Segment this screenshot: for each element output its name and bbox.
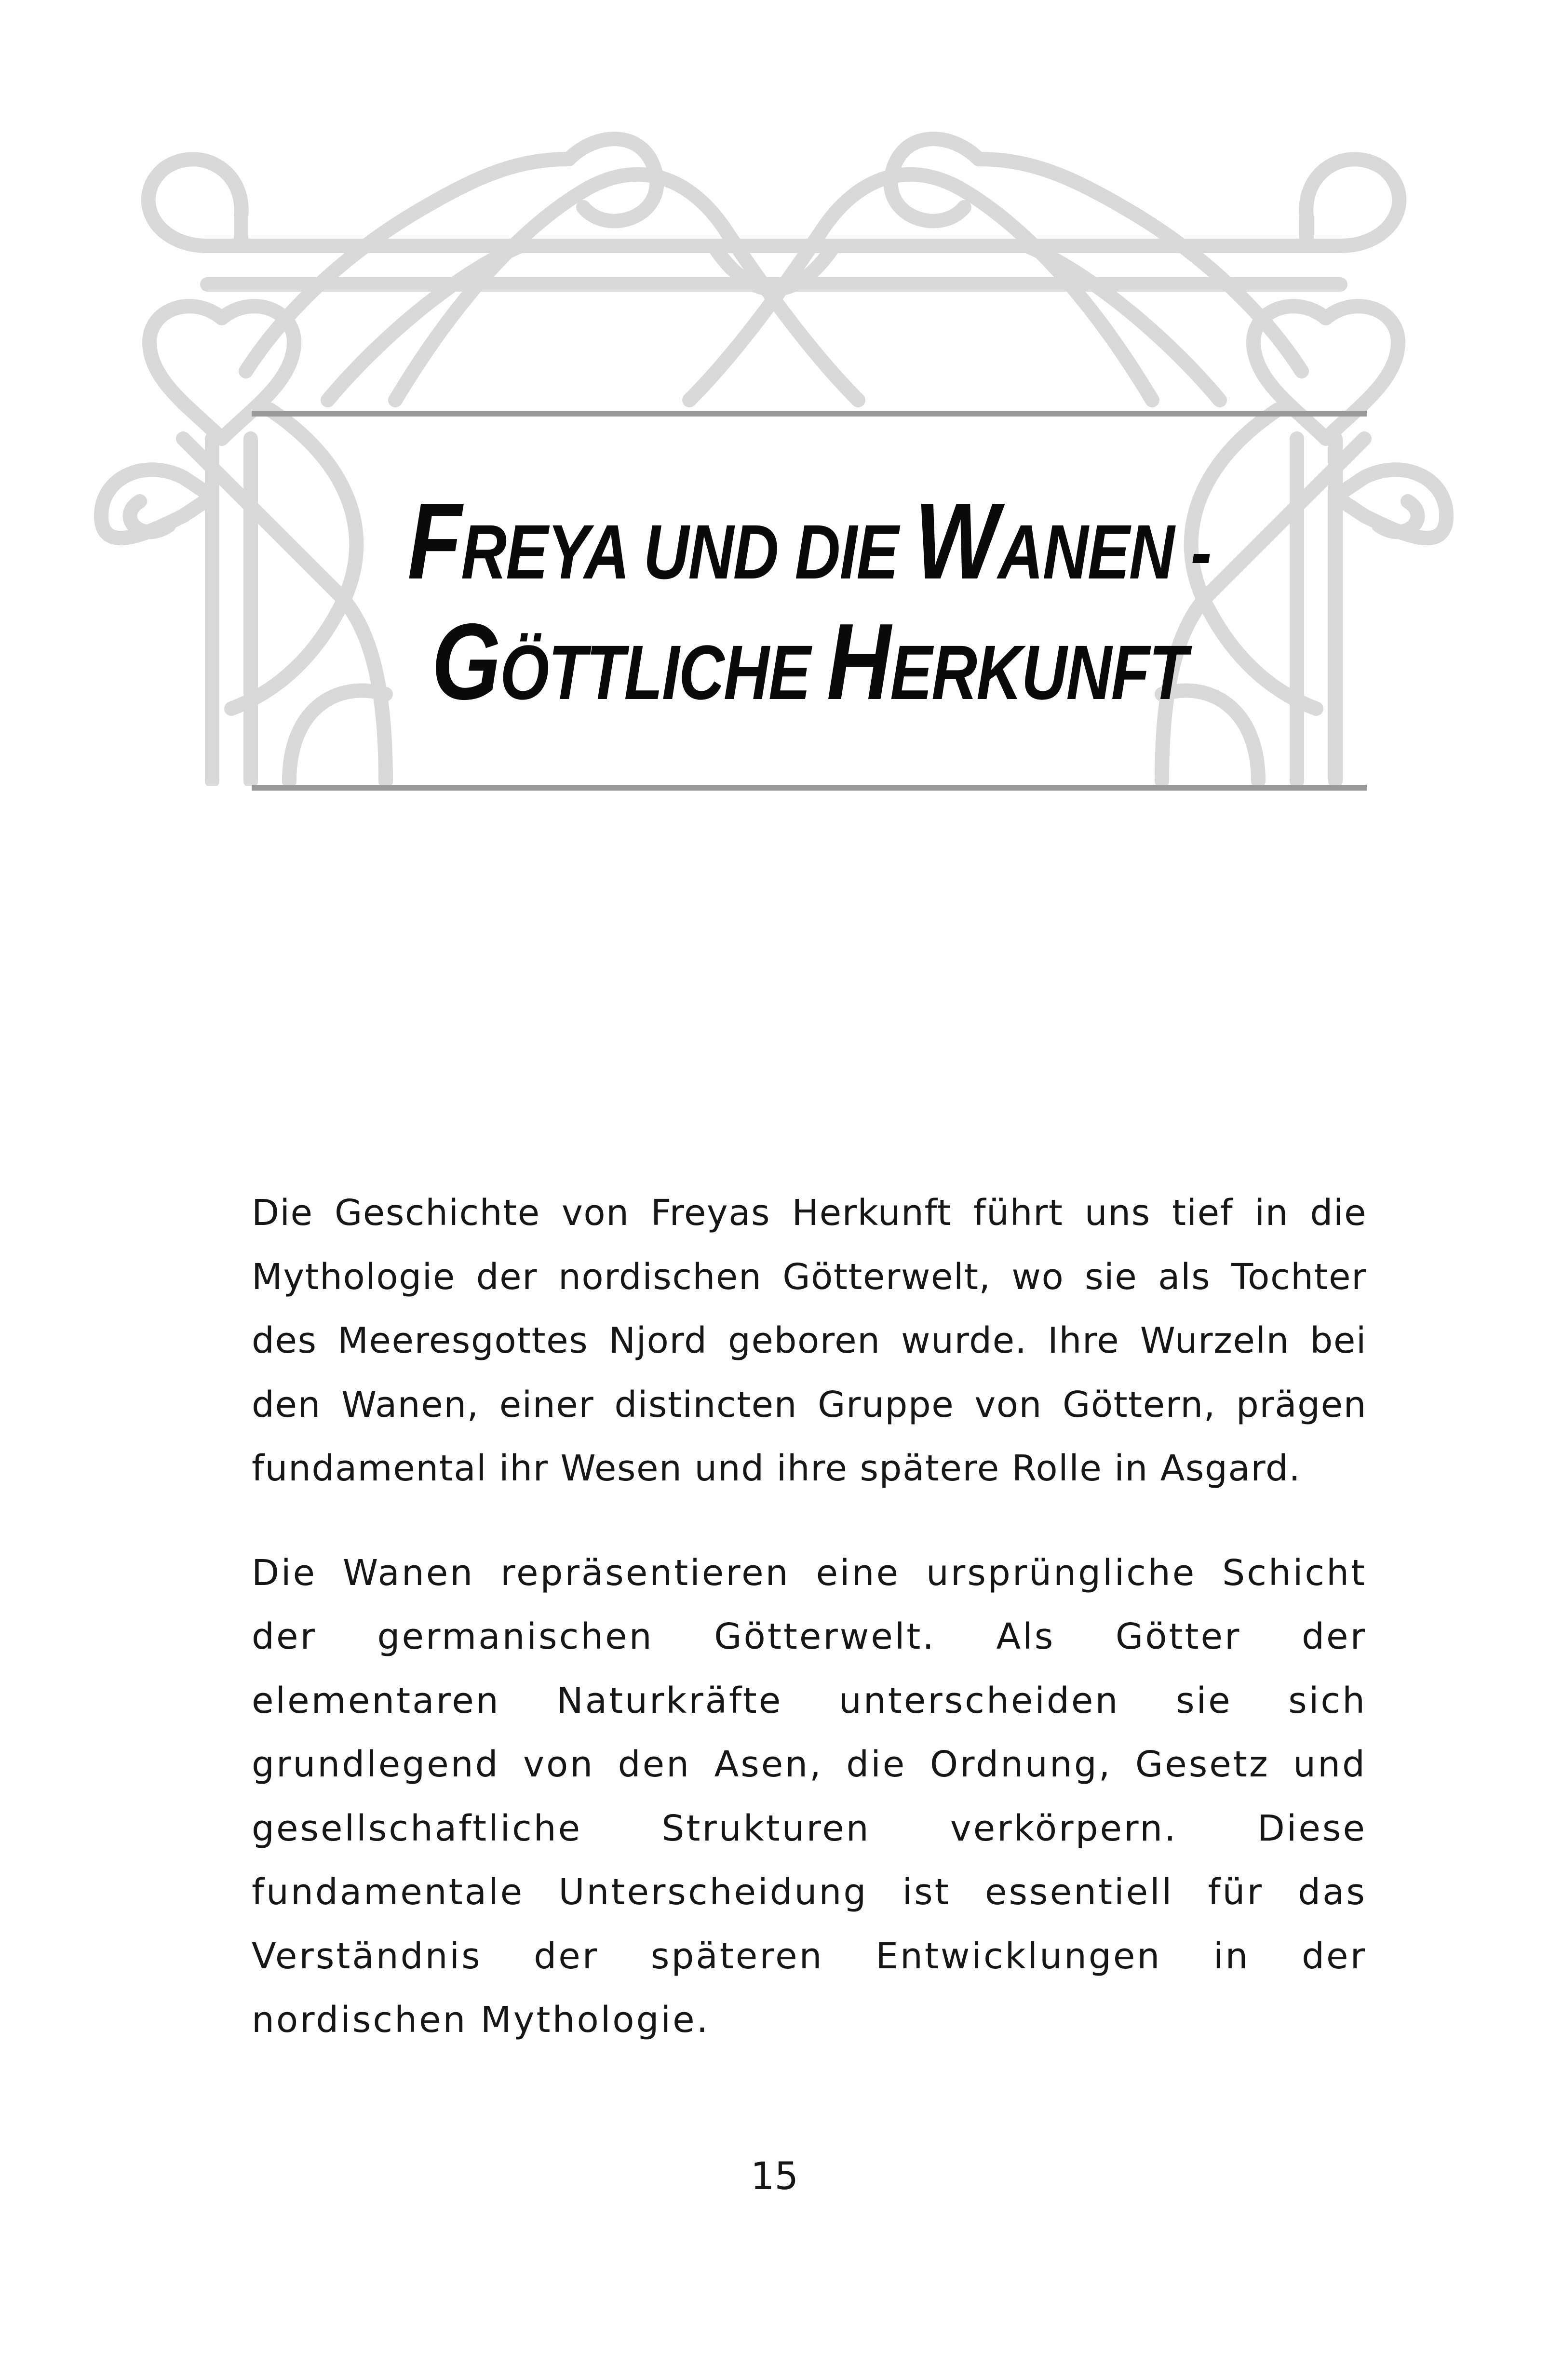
title-top-rule <box>252 411 1367 417</box>
body-text <box>252 1181 1367 2052</box>
paragraph-wanen: Die Wanen repräsentieren eine ursprüngliche Schicht der germanischen Götterwelt. Als Götter der elementaren Naturkräfte unterscheiden sie sich grundlegend von den Asen, die Ordnung, Gesetz und gesellschaftliche Strukturen verkörpern. Diese fundamentale Unterscheidung ist essentiell für das Verständnis der späteren Entwicklungen in der nordischen Mythologie. <box>252 1552 1367 2041</box>
title-bottom-rule <box>252 785 1367 791</box>
paragraph-herkunft: Die Geschichte von Freyas Herkunft führt uns tief in die Mythologie der nordischen Götterwelt, wo sie als Tochter des Meeresgottes Njord geboren wurde. Ihre Wurzeln bei den Wanen, einer distincten Gruppe von Göttern, prägen fundamental ihr Wesen und ihre spätere Rolle in Asgard. <box>252 1192 1367 1489</box>
title-part: REYA UND DIE <box>461 509 915 595</box>
title-part: ERKUNFT <box>890 629 1187 715</box>
chapter-title <box>252 480 1367 728</box>
title-part: G <box>431 601 500 722</box>
page-number: 15 <box>750 2155 799 2198</box>
title-part: W <box>915 480 998 602</box>
title-line-2 <box>352 601 1266 728</box>
title-part: ÖTTLICHE <box>500 629 827 715</box>
title-part: F <box>407 480 461 602</box>
title-part: ANEN - <box>997 509 1211 595</box>
title-line-1 <box>352 480 1266 607</box>
title-part: H <box>826 601 890 722</box>
